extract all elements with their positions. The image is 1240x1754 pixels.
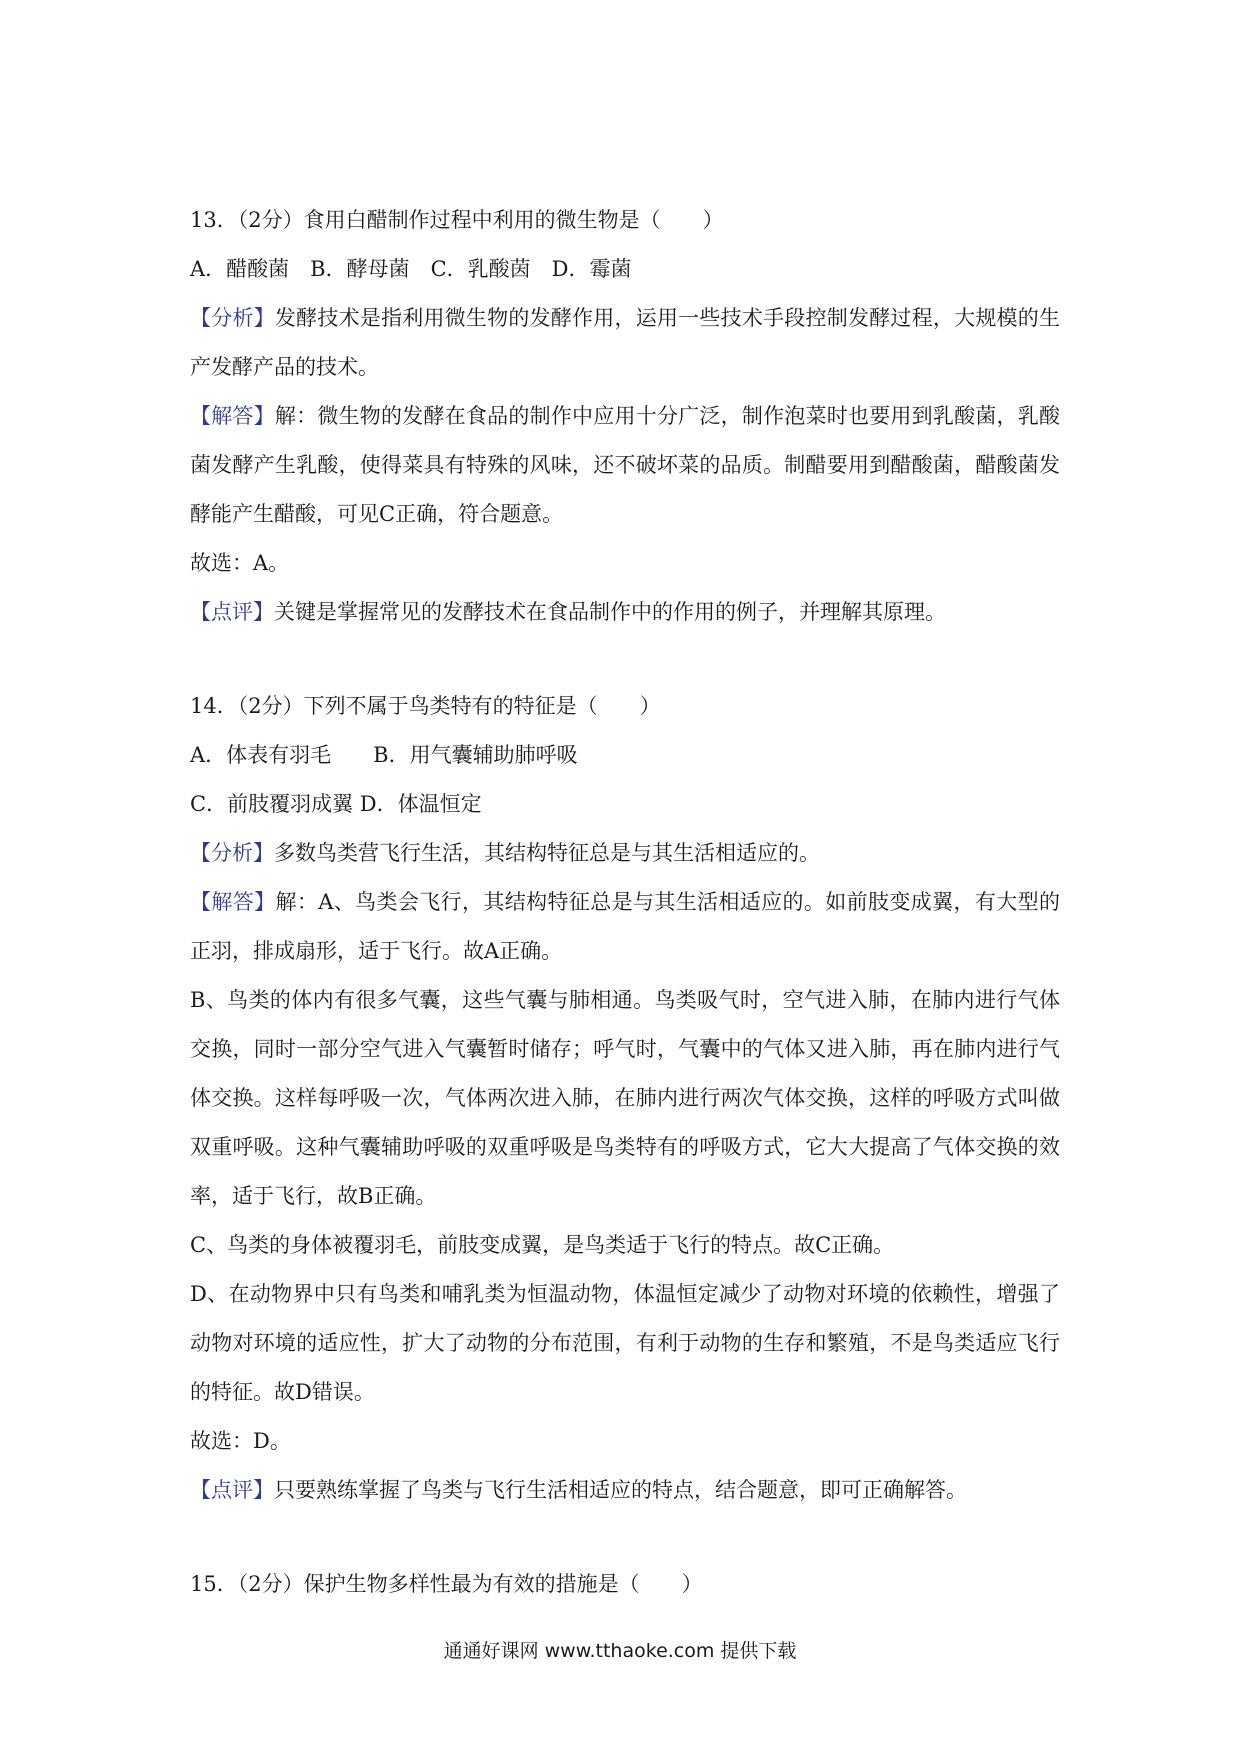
analysis-tag: 【分析】 [190,306,275,330]
comment-paragraph [190,1466,1060,1515]
comment-tag: 【点评】 [190,600,274,624]
answer-choice: 故选：D。 [190,1429,291,1453]
answer-text: 解：微生物的发酵在食品的制作中应用十分广泛，制作泡菜时也要用到乳酸菌，乳酸菌发酵产生乳酸，使得菜具有特殊的风味，还不破坏菜的品质。制醋要用到醋酸菌，醋酸菌发酵能产生醋酸，可见C正确，符合题意。 [190,404,1061,526]
analysis-text: 发酵技术是指利用微生物的发酵作用，运用一些技术手段控制发酵过程，大规模的生产发酵产品的技术。 [190,306,1061,379]
page-footer: 通通好课网 www.tthaoke.com 提供下载 [443,1640,797,1662]
question-options: C．前肢覆羽成翼 D．体温恒定 [190,792,482,816]
answer-paragraph [190,878,1060,976]
answer-paragraph-c: C、鸟类的身体被覆羽毛，前肢变成翼，是鸟类适于飞行的特点。故C正确。 [190,1233,895,1257]
question-stem: 15．（2分）保护生物多样性最为有效的措施是（ ） [190,1572,703,1596]
question-options: A．体表有羽毛 B．用气囊辅助肺呼吸 [190,743,578,767]
question-stem: 14．（2分）下列不属于鸟类特有的特征是（ ） [190,694,661,718]
answer-paragraph-b: B、鸟类的体内有很多气囊，这些气囊与肺相通。鸟类吸气时，空气进入肺，在肺内进行气体交换，同时一部分空气进入气囊暂时储存；呼气时，气囊中的气体又进入肺，再在肺内进行气体交换。这样每呼吸一次，气体两次进入肺，在肺内进行两次气体交换，这样的呼吸方式叫做双重呼吸。这种气囊辅助呼吸的双重呼吸是鸟类特有的呼吸方式，它大大提高了气体交换的效率，适于飞行，故B正确。 [190,988,1060,1208]
analysis-text: 多数鸟类营飞行生活，其结构特征总是与其生活相适应的。 [274,841,820,865]
analysis-paragraph [190,294,1060,392]
answer-paragraph-d: D、在动物界中只有鸟类和哺乳类为恒温动物，体温恒定减少了动物对环境的依赖性，增强了动物对环境的适应性，扩大了动物的分布范围，有利于动物的生存和繁殖，不是鸟类适应飞行的特征。故D错误。 [190,1282,1060,1404]
analysis-tag: 【分析】 [190,841,274,865]
document-page [190,196,1060,1609]
question-options: A．醋酸菌 B．酵母菌 C．乳酸茵 D．霉菌 [190,257,632,281]
question-14 [190,682,1060,1515]
question-13 [190,196,1060,637]
comment-text: 关键是掌握常见的发酵技术在食品制作中的作用的例子，并理解其原理。 [274,600,946,624]
answer-tag: 【解答】 [190,890,276,914]
question-15 [190,1560,1060,1609]
comment-paragraph [190,588,1060,637]
answer-paragraph [190,392,1060,539]
answer-text: 解：A、鸟类会飞行，其结构特征总是与其生活相适应的。如前肢变成翼，有大型的正羽，排成扇形，适于飞行。故A正确。 [190,890,1060,963]
comment-text: 只要熟练掌握了鸟类与飞行生活相适应的特点，结合题意，即可正确解答。 [274,1478,967,1502]
question-stem: 13．（2分）食用白醋制作过程中利用的微生物是（ ） [190,208,724,232]
analysis-paragraph [190,829,1060,878]
comment-tag: 【点评】 [190,1478,274,1502]
question-spacer [190,1515,1060,1560]
answer-choice: 故选：A。 [190,551,290,575]
answer-tag: 【解答】 [190,404,275,428]
question-spacer [190,637,1060,682]
